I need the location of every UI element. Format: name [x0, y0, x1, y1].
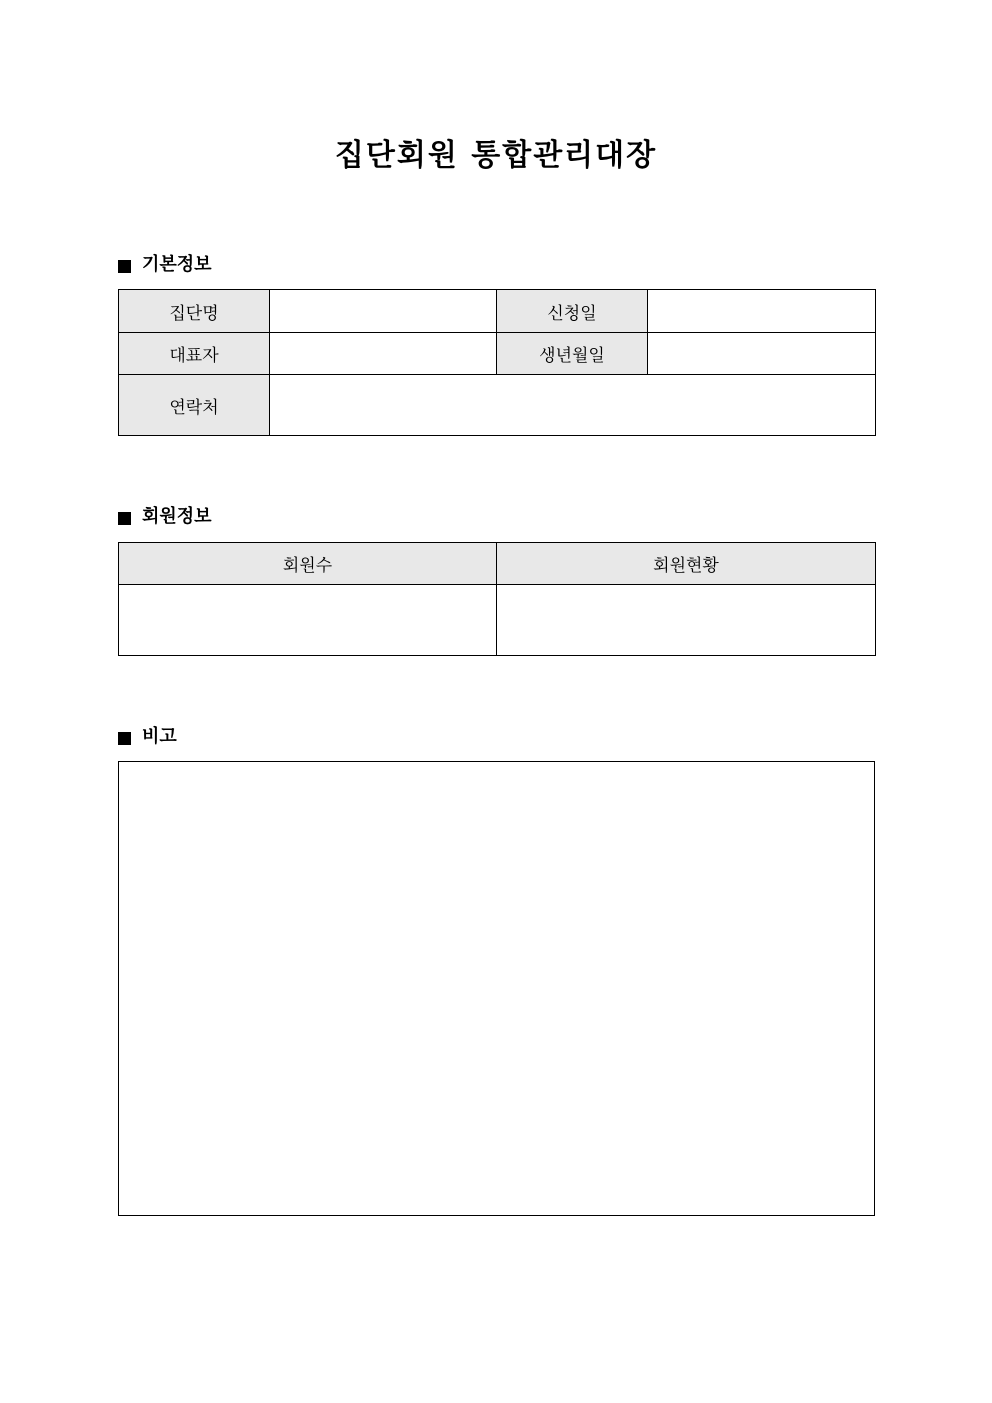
group-name-label: 집단명 — [119, 290, 270, 333]
remarks-field[interactable] — [118, 761, 875, 1216]
apply-date-label: 신청일 — [497, 290, 648, 333]
group-name-field[interactable] — [270, 290, 497, 333]
table-row — [119, 543, 876, 585]
black-square-icon — [118, 512, 131, 525]
member-info-table — [118, 542, 876, 656]
table-row — [119, 333, 876, 375]
basic-info-table — [118, 289, 876, 436]
remarks-heading-text: 비고 — [142, 726, 177, 747]
contact-field[interactable] — [270, 375, 876, 436]
representative-label: 대표자 — [119, 333, 270, 375]
table-row — [119, 290, 876, 333]
black-square-icon — [118, 260, 131, 273]
birth-date-field[interactable] — [648, 333, 876, 375]
black-square-icon — [118, 732, 131, 745]
remarks-heading — [118, 725, 177, 749]
basic-info-heading-text: 기본정보 — [142, 254, 212, 275]
member-info-heading — [118, 505, 212, 529]
basic-info-heading — [118, 253, 212, 277]
representative-field[interactable] — [270, 333, 497, 375]
birth-date-label: 생년월일 — [497, 333, 648, 375]
member-status-label: 회원현황 — [497, 543, 876, 585]
table-row — [119, 375, 876, 436]
member-status-field[interactable] — [497, 585, 876, 656]
contact-label: 연락처 — [119, 375, 270, 436]
page-title: 집단회원 통합관리대장 — [334, 138, 658, 173]
member-count-label: 회원수 — [119, 543, 497, 585]
apply-date-field[interactable] — [648, 290, 876, 333]
table-row — [119, 585, 876, 656]
member-count-field[interactable] — [119, 585, 497, 656]
member-info-heading-text: 회원정보 — [142, 506, 212, 527]
